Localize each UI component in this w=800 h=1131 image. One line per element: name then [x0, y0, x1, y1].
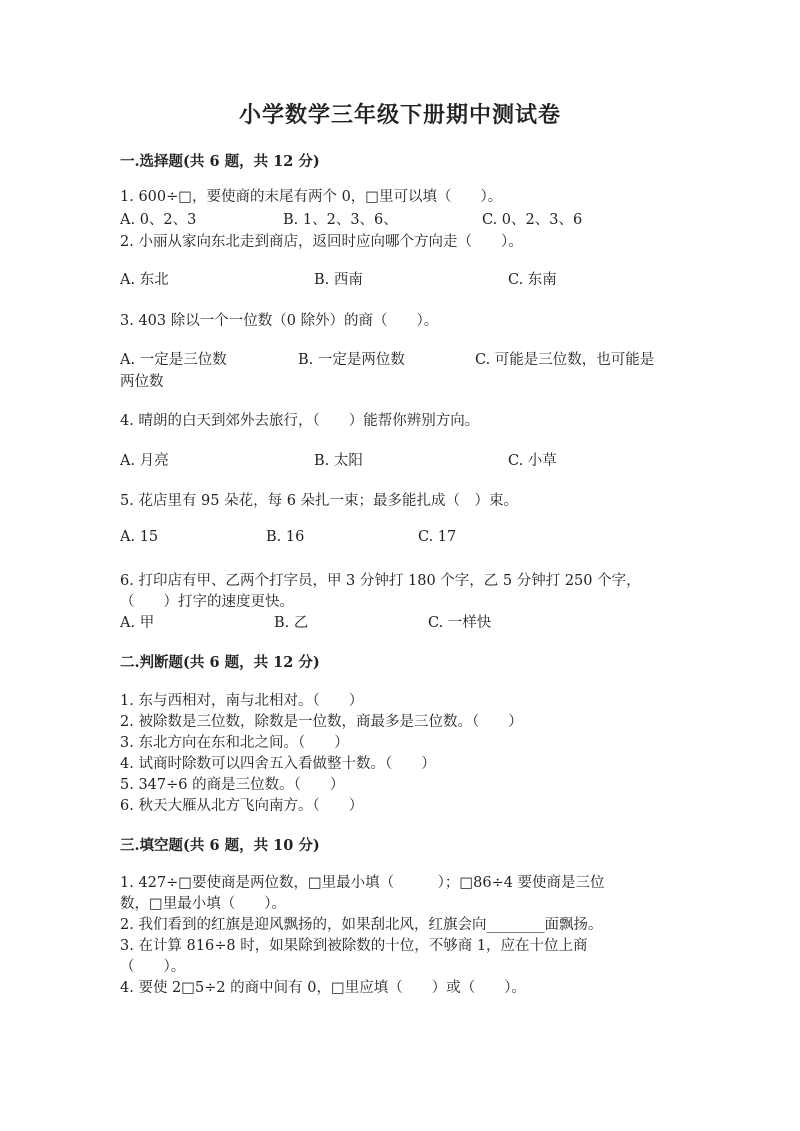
option-b: B. 乙 [274, 615, 309, 631]
question-stem: 4. 晴朗的白天到郊外去旅行，（ ）能帮你辨别方向。 [120, 413, 480, 429]
option-a: A. 东北 [120, 272, 169, 288]
option-c: C. 小草 [508, 453, 557, 469]
question-stem-continued: （ ）打字的速度更快。 [120, 594, 294, 610]
option-a: A. 甲 [120, 615, 155, 631]
option-b: B. 西南 [314, 272, 363, 288]
option-c: C. 东南 [508, 272, 557, 288]
section-heading-judgment: 二.判断题(共 6 题，共 12 分) [120, 654, 320, 671]
option-b: B. 一定是两位数 [298, 352, 405, 368]
option-b: B. 16 [266, 529, 305, 545]
option-a: A. 月亮 [120, 453, 169, 469]
section-heading-choice: 一.选择题(共 6 题，共 12 分) [120, 153, 320, 170]
judgment-item: 1. 东与西相对，南与北相对。（ ） [120, 693, 364, 709]
question-stem: 2. 小丽从家向东北走到商店，返回时应向哪个方向走（ ）。 [120, 234, 523, 250]
option-a: A. 0、2、3 [120, 212, 197, 228]
option-c-continued: 两位数 [120, 374, 164, 390]
option-a: A. 一定是三位数 [120, 352, 227, 368]
question-stem: 5. 花店里有 95 朵花，每 6 朵扎一束；最多能扎成（ ）束。 [120, 493, 519, 509]
section-heading-fill: 三.填空题(共 6 题，共 10 分) [120, 837, 320, 854]
option-b: B. 1、2、3、6、 [283, 212, 398, 228]
judgment-item: 2. 被除数是三位数，除数是一位数，商最多是三位数。（ ） [120, 714, 523, 730]
option-c: C. 17 [418, 529, 457, 545]
judgment-item: 4. 试商时除数可以四舍五入看做整十数。（ ） [120, 756, 436, 772]
fill-question: 3. 在计算 816÷8 时，如果除到被除数的十位，不够商 1，应在十位上商 [120, 938, 588, 954]
option-c: C. 可能是三位数，也可能是 [475, 352, 655, 368]
judgment-item: 3. 东北方向在东和北之间。（ ） [120, 735, 349, 751]
fill-question: 4. 要使 2□5÷2 的商中间有 0，□里应填（ ）或（ ）。 [120, 980, 526, 996]
fill-question-continued: （ ）。 [120, 959, 186, 975]
question-stem: 6. 打印店有甲、乙两个打字员，甲 3 分钟打 180 个字，乙 5 分钟打 250 个字， [120, 573, 641, 589]
question-stem: 1. 600÷□，要使商的末尾有两个 0，□里可以填（ ）。 [120, 189, 503, 205]
option-a: A. 15 [120, 529, 159, 545]
fill-question: 1. 427÷□要使商是两位数，□里最小填（ ）；□86÷4 要使商是三位 [120, 875, 605, 891]
fill-question-continued: 数，□里最小填（ ）。 [120, 896, 286, 912]
judgment-item: 6. 秋天大雁从北方飞向南方。（ ） [120, 798, 364, 814]
page-title: 小学数学三年级下册期中测试卷 [238, 102, 561, 128]
option-c: C. 一样快 [428, 615, 492, 631]
option-b: B. 太阳 [314, 453, 363, 469]
option-c: C. 0、2、3、6 [482, 212, 583, 228]
question-stem: 3. 403 除以一个一位数（0 除外）的商（ ）。 [120, 313, 439, 329]
judgment-item: 5. 347÷6 的商是三位数。（ ） [120, 777, 345, 793]
fill-question: 2. 我们看到的红旗是迎风飘扬的，如果刮北风，红旗会向________面飘扬。 [120, 917, 603, 933]
